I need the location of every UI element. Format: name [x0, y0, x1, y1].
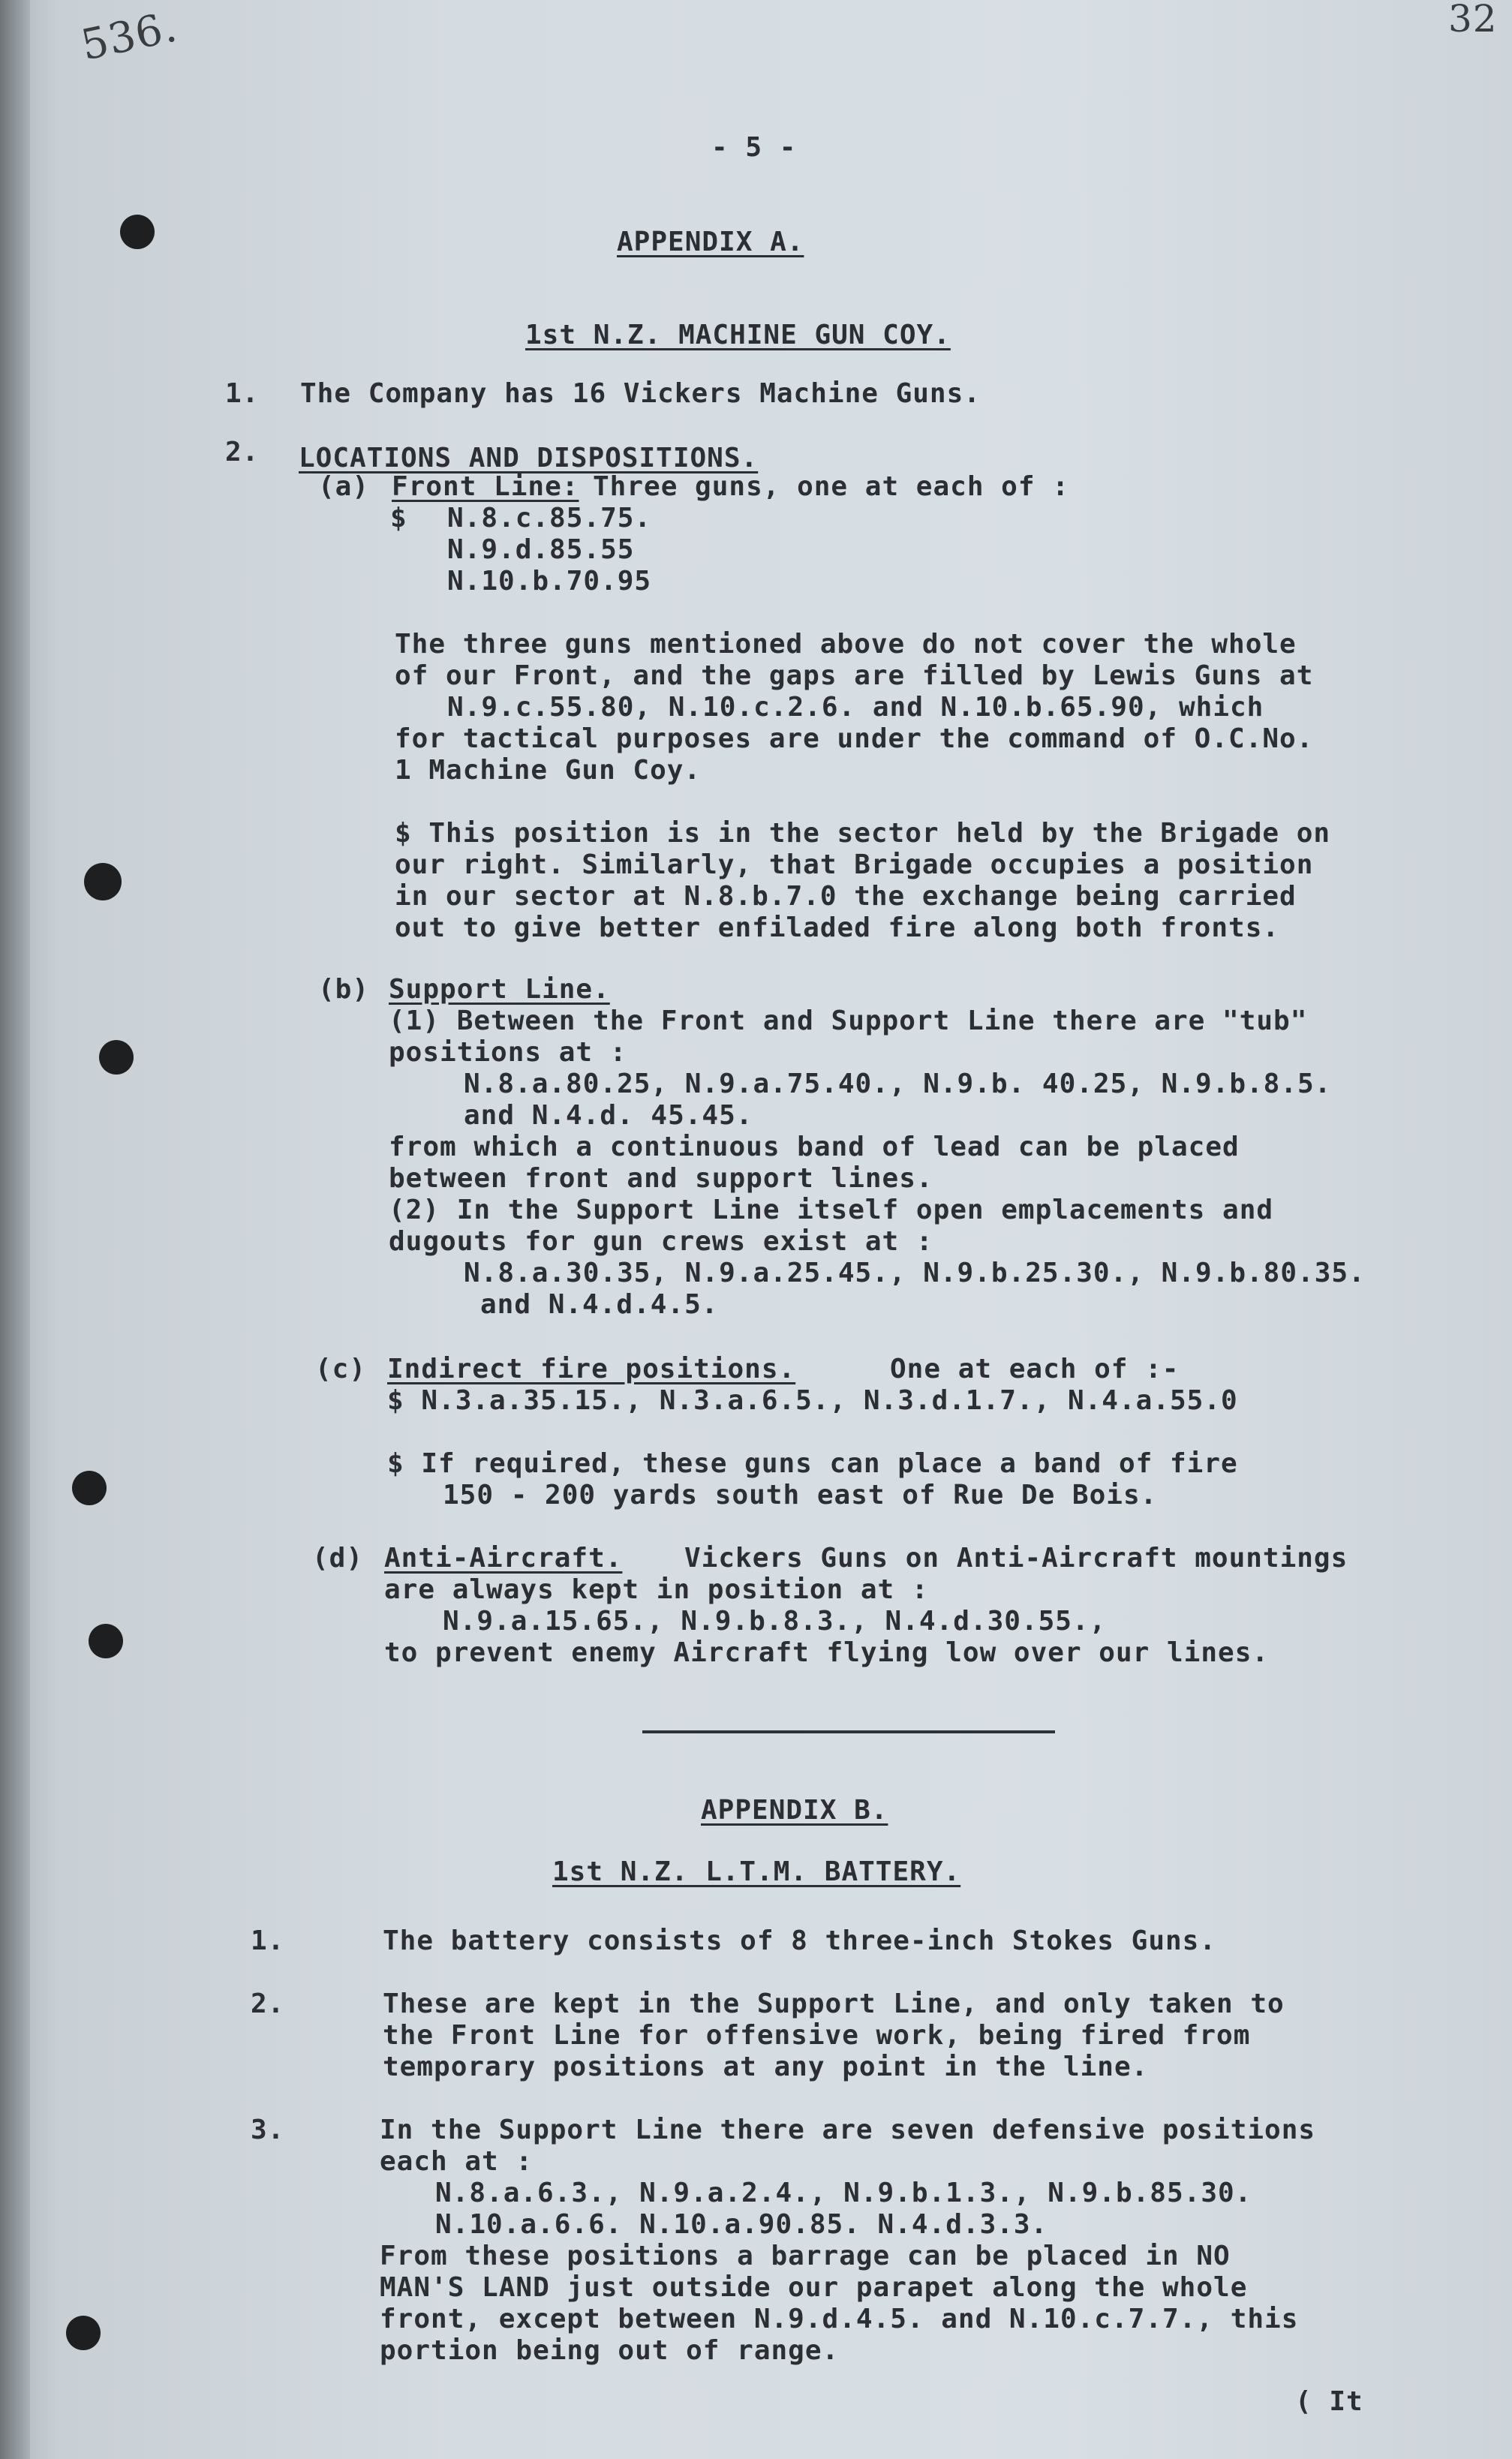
paragraph-line: $ This position is in the sector held by the Brigade on: [395, 818, 1331, 849]
paragraph-line: portion being out of range.: [380, 2335, 840, 2366]
paragraph-line: our right. Similarly, that Brigade occupies a position: [395, 849, 1314, 880]
item-text: The battery consists of 8 three-inch Stokes Guns.: [383, 1925, 1217, 1956]
page-number: - 5 -: [711, 132, 797, 163]
coordinate-line: N.8.a.30.35, N.9.a.25.45., N.9.b.25.30., N.9.b.80.35.: [464, 1258, 1366, 1288]
coordinate-line: N.9.a.15.65., N.9.b.8.3., N.4.d.30.55.,: [443, 1606, 1107, 1637]
paragraph-line: each at :: [380, 2146, 534, 2177]
punch-hole: [99, 1040, 134, 1075]
item-number: 1.: [251, 1925, 285, 1956]
coordinate: N.9.d.85.55: [447, 534, 635, 565]
paragraph-line: the Front Line for offensive work, being fired from: [383, 2020, 1251, 2051]
paragraph-line: (1) Between the Front and Support Line there are "tub": [389, 1006, 1308, 1036]
paragraph-line: 1 Machine Gun Coy.: [395, 755, 702, 786]
punch-hole: [84, 863, 122, 900]
appendix-a-title: APPENDIX A.: [617, 227, 804, 257]
item-number: 3.: [251, 2115, 285, 2145]
folio-number: 536.: [77, 2, 182, 71]
sub-label: (d): [312, 1543, 364, 1574]
sub-intro: One at each of :-: [890, 1354, 1180, 1384]
coordinate-line: and N.4.d. 45.45.: [464, 1100, 753, 1131]
paragraph-line: $ If required, these guns can place a band of fire: [387, 1448, 1238, 1479]
coordinate-line: N.8.a.6.3., N.9.a.2.4., N.9.b.1.3., N.9.b.85.30.: [435, 2178, 1252, 2208]
sub-heading: Support Line.: [389, 974, 610, 1005]
sub-heading: Front Line:: [392, 471, 579, 502]
paragraph-line: From these positions a barrage can be placed in NO: [380, 2241, 1231, 2271]
item-number: 2.: [251, 1989, 285, 2019]
coordinate: N.8.c.85.75.: [447, 503, 652, 534]
sub-intro: Vickers Guns on Anti-Aircraft mountings: [684, 1543, 1348, 1574]
punch-hole: [89, 1624, 123, 1658]
item-text: The Company has 16 Vickers Machine Guns.: [300, 378, 981, 409]
punch-hole: [120, 215, 155, 249]
section-heading: LOCATIONS AND DISPOSITIONS.: [299, 443, 759, 473]
handwritten-page-number: 32: [1448, 0, 1498, 41]
paragraph-line: These are kept in the Support Line, and only taken to: [383, 1989, 1285, 2019]
paragraph-line: N.9.c.55.80, N.10.c.2.6. and N.10.b.65.90, which: [447, 692, 1264, 723]
appendix-b-title: APPENDIX B.: [701, 1795, 888, 1826]
paragraph-line: out to give better enfiladed fire along both fronts.: [395, 912, 1280, 943]
paragraph-line: dugouts for gun crews exist at :: [389, 1226, 933, 1257]
paragraph-line: from which a continuous band of lead can be placed: [389, 1132, 1240, 1162]
paragraph-line: for tactical purposes are under the command of O.C.No.: [395, 723, 1314, 754]
paragraph-line: to prevent enemy Aircraft flying low over our lines.: [384, 1637, 1270, 1668]
paragraph-line: MAN'S LAND just outside our parapet along the whole: [380, 2272, 1248, 2303]
coordinate-line: N.10.a.6.6. N.10.a.90.85. N.4.d.3.3.: [435, 2209, 1048, 2240]
paragraph-line: between front and support lines.: [389, 1163, 933, 1194]
item-number: 1.: [225, 378, 260, 409]
sub-label: (b): [318, 974, 370, 1005]
paragraph-line: are always kept in position at :: [384, 1574, 929, 1605]
paragraph-line: 150 - 200 yards south east of Rue De Bois.: [443, 1480, 1158, 1511]
sub-label: (c): [315, 1354, 367, 1384]
paragraph-line: of our Front, and the gaps are filled by Lewis Guns at: [395, 660, 1314, 691]
coordinate: N.10.b.70.95: [447, 566, 652, 597]
coordinate-line: and N.4.d.4.5.: [480, 1289, 719, 1320]
paragraph-line: The three guns mentioned above do not cover the whole: [395, 629, 1297, 660]
sub-heading: Anti-Aircraft.: [384, 1543, 623, 1574]
paragraph-line: positions at :: [389, 1037, 627, 1068]
coordinate-line: $ N.3.a.35.15., N.3.a.6.5., N.3.d.1.7., N.4.a.55.0: [387, 1385, 1238, 1416]
coordinate-line: N.8.a.80.25, N.9.a.75.40., N.9.b. 40.25, N.9.b.8.5.: [464, 1069, 1332, 1099]
punch-hole: [66, 2316, 101, 2350]
paragraph-line: In the Support Line there are seven defensive positions: [380, 2115, 1316, 2145]
item-number: 2.: [225, 437, 260, 467]
appendix-b-subtitle: 1st N.Z. L.T.M. BATTERY.: [552, 1856, 961, 1887]
section-divider: [642, 1730, 1055, 1733]
sub-heading: Indirect fire positions.: [387, 1354, 796, 1384]
paragraph-line: (2) In the Support Line itself open emplacements and: [389, 1195, 1274, 1225]
page-shadow-edge: [0, 0, 30, 2459]
paragraph-line: front, except between N.9.d.4.5. and N.10.c.7.7., this: [380, 2304, 1299, 2334]
punch-hole: [72, 1471, 107, 1505]
paragraph-line: temporary positions at any point in the line.: [383, 2052, 1149, 2082]
paragraph-line: in our sector at N.8.b.7.0 the exchange being carried: [395, 881, 1297, 912]
note-marker: $: [390, 503, 407, 534]
catchword: ( It: [1295, 2386, 1363, 2417]
sub-intro: Three guns, one at each of :: [593, 471, 1069, 502]
sub-label: (a): [318, 471, 370, 502]
appendix-a-subtitle: 1st N.Z. MACHINE GUN COY.: [525, 320, 951, 350]
